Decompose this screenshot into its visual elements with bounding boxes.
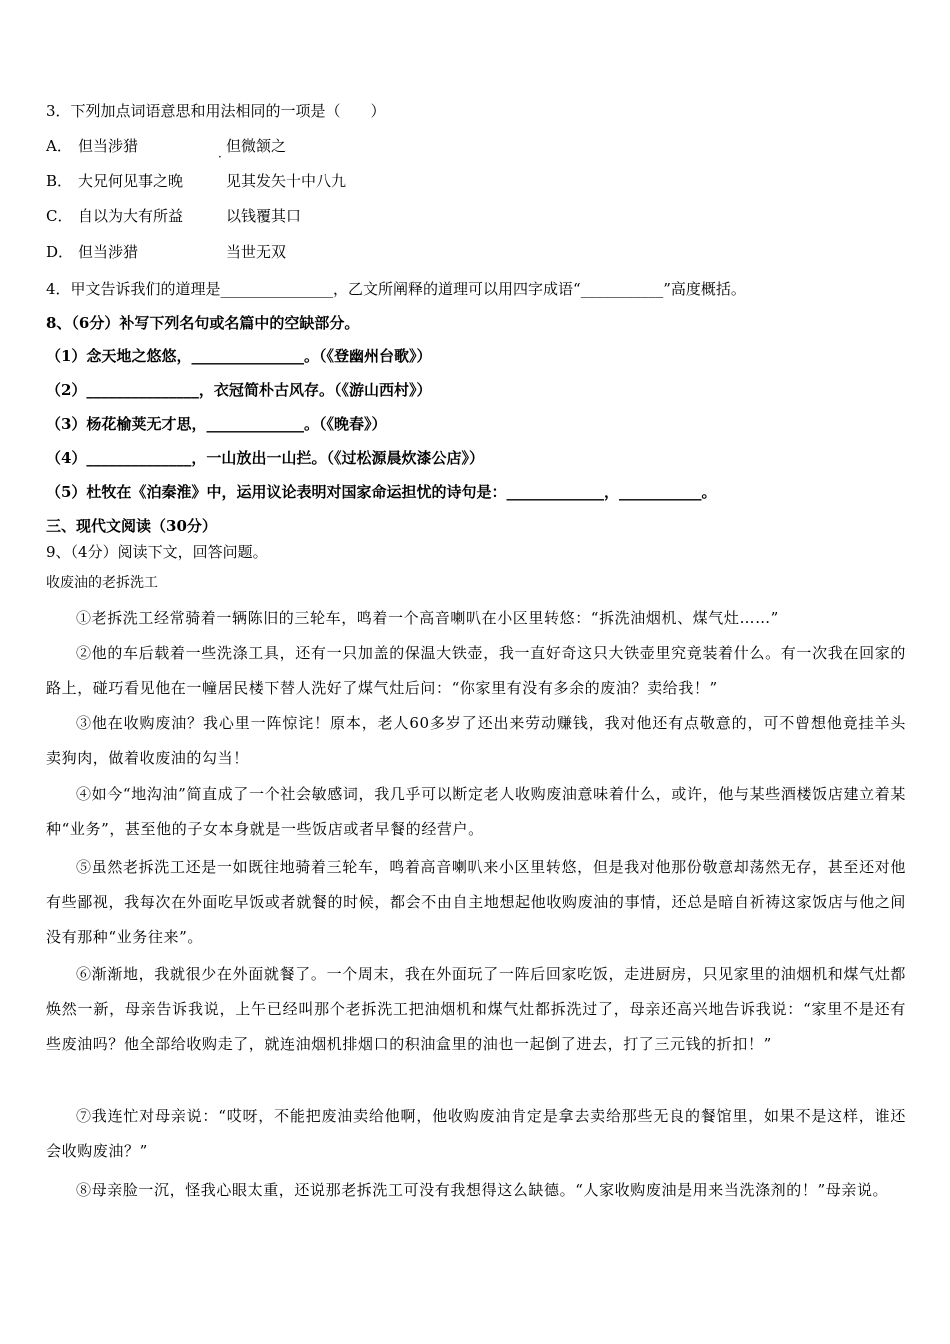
q3-option-c (46, 206, 301, 226)
article-paragraph-6: ⑥渐渐地，我就很少在外面就餐了。一个周末，我在外面玩了一阵后回家吃饭，走进厨房，只见家里的油烟机和煤气灶都焕然一新，母亲告诉我说，上午已经叫那个老拆洗工把油烟机和煤气灶都拆洗过了，母亲还高兴地告诉我说：“家里不是还有些废油吗？他全部给收购走了，就连油烟机排烟口的积油盒里的油也一起倒了进去，打了三元钱的折扣！” (46, 965, 906, 1053)
option-word-b: 当世无双 (226, 243, 287, 261)
option-word-b: 见其发矢十中八九 (226, 172, 347, 190)
q9-instruction: 9、（4分）阅读下文，回答问题。 (46, 543, 268, 561)
q8-title: 8、（6分）补写下列名句或名篇中的空缺部分。 (46, 314, 360, 332)
q8-item-1: （1）念天地之悠悠，_______________。（《登幽州台歌》） (46, 347, 432, 365)
article-paragraph-1: ①老拆洗工经常骑着一辆陈旧的三轮车，鸣着一个高音喇叭在小区里转悠：“拆洗油烟机、煤气灶……” (76, 609, 779, 627)
article-paragraph-7: ⑦我连忙对母亲说：“哎呀，不能把废油卖给他啊，他收购废油肯定是拿去卖给那些无良的餐馆里，如果不是这样，谁还会收购废油？” (46, 1107, 906, 1160)
option-word-a: 但当涉猎 (78, 137, 139, 155)
q8-item-5: （5）杜牧在《泊秦淮》中，运用议论表明对国家命运担忧的诗句是：_____________，___________。 (46, 483, 717, 501)
q3-stem: 3．下列加点词语意思和用法相同的一项是（ ） (46, 102, 386, 120)
option-word-a: 大兄何见事之晚 (78, 172, 184, 190)
option-word-a: 但当涉猎 (78, 243, 139, 261)
q4-text: 4．甲文告诉我们的道理是_______________，乙文所阐释的道理可以用四字成语“___________”高度概括。 (46, 280, 746, 298)
q8-item-4: （4）______________，一山放出一山拦。（《过松源晨炊漆公店》） (46, 449, 484, 467)
article-title: 收废油的老拆洗工 (46, 575, 158, 591)
option-word-b: 以钱覆其口 (226, 207, 302, 225)
q3-option-b (46, 171, 346, 191)
option-label: C． (46, 207, 73, 225)
article-paragraph-3: ③他在收购废油？我心里一阵惊诧！原本，老人60多岁了还出来劳动赚钱，我对他还有点敬意的，可不曾想他竟挂羊头卖狗肉，做着收废油的勾当！ (46, 714, 906, 767)
q3-option-a (46, 136, 286, 156)
q8-item-2: （2）_______________，衣冠简朴古风存。（《游山西村》） (46, 381, 432, 399)
q8-item-3: （3）杨花榆荚无才思，_____________。（《晚春》） (46, 415, 387, 433)
section-heading: 三、现代文阅读（30分） (46, 517, 217, 535)
article-paragraph-2: ②他的车后载着一些洗涤工具，还有一只加盖的保温大铁壶，我一直好奇这只大铁壶里究竟装着什么。有一次我在回家的路上，碰巧看见他在一幢居民楼下替人洗好了煤气灶后问：“你家里有没有多余的废油？卖给我！” (46, 644, 906, 697)
option-label: A． (46, 137, 72, 155)
article-paragraph-8: ⑧母亲脸一沉，怪我心眼太重，还说那老拆洗工可没有我想得这么缺德。“人家收购废油是用来当洗涤剂的！”母亲说。 (76, 1181, 889, 1199)
option-label: B． (46, 172, 73, 190)
emphasis-dot: · (218, 150, 222, 164)
article-paragraph-4: ④如今“地沟油”简直成了一个社会敏感词，我几乎可以断定老人收购废油意味着什么，或许，他与某些酒楼饭店建立着某种“业务”，甚至他的子女本身就是一些饭店或者早餐的经营户。 (46, 785, 906, 838)
option-label: D． (46, 243, 74, 261)
option-word-b: 但微颔之 (226, 137, 287, 155)
option-word-a: 自以为大有所益 (78, 207, 184, 225)
q3-option-d (46, 242, 286, 262)
article-paragraph-5: ⑤虽然老拆洗工还是一如既往地骑着三轮车，鸣着高音喇叭来小区里转悠，但是我对他那份敬意却荡然无存，甚至还对他有些鄙视，我每次在外面吃早饭或者就餐的时候，都会不由自主地想起他收购废油的事情，还总是暗自祈祷这家饭店与他之间没有那种“业务往来”。 (46, 858, 906, 946)
